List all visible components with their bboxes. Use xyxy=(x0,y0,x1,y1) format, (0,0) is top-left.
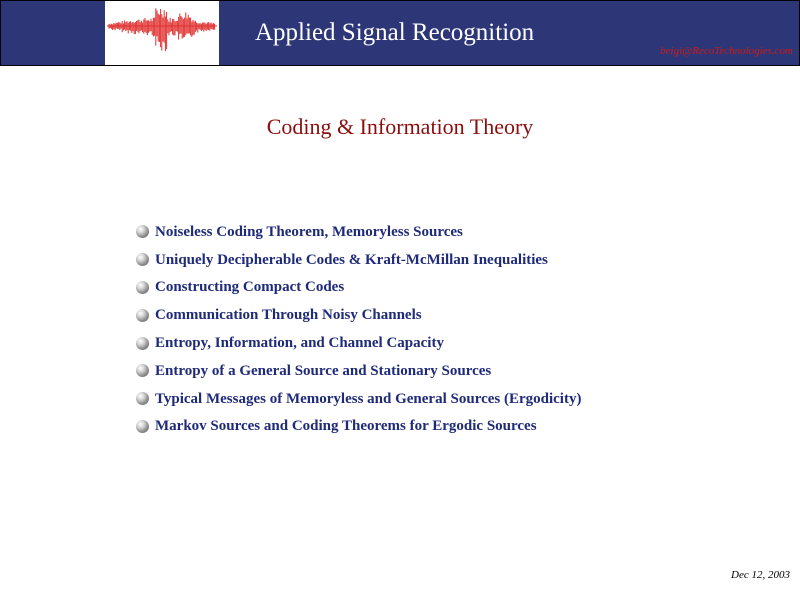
bullet-list xyxy=(136,218,581,440)
sphere-bullet-icon xyxy=(136,225,149,238)
bullet-item xyxy=(136,301,581,329)
bullet-text: Communication Through Noisy Channels xyxy=(155,307,422,324)
bullet-text: Typical Messages of Memoryless and General Sources (Ergodicity) xyxy=(155,390,582,407)
logo xyxy=(105,1,219,65)
footer-date: Dec 12, 2003 xyxy=(731,569,790,581)
header-email[interactable]: beigi@RecoTechnologies.com xyxy=(660,45,793,57)
bullet-item xyxy=(136,385,581,413)
sphere-bullet-icon xyxy=(136,420,149,433)
bullet-text: Entropy, Information, and Channel Capacity xyxy=(155,335,444,352)
waveform-logo-icon xyxy=(105,1,219,65)
bullet-text: Uniquely Decipherable Codes & Kraft-McMillan Inequalities xyxy=(155,251,548,268)
bullet-item xyxy=(136,357,581,385)
bullet-text: Entropy of a General Source and Stationary Sources xyxy=(155,362,492,379)
bullet-text: Noiseless Coding Theorem, Memoryless Sources xyxy=(155,223,463,240)
bullet-item xyxy=(136,246,581,274)
bullet-item xyxy=(136,329,581,357)
sphere-bullet-icon xyxy=(136,392,149,405)
bullet-text: Markov Sources and Coding Theorems for Ergodic Sources xyxy=(155,418,537,435)
header-bar xyxy=(0,0,800,66)
sphere-bullet-icon xyxy=(136,253,149,266)
sphere-bullet-icon xyxy=(136,337,149,350)
bullet-text: Constructing Compact Codes xyxy=(155,279,345,296)
sphere-bullet-icon xyxy=(136,309,149,322)
bullet-item xyxy=(136,413,581,441)
sphere-bullet-icon xyxy=(136,281,149,294)
slide-title: Coding & Information Theory xyxy=(266,114,534,139)
bullet-item xyxy=(136,218,581,246)
header-title: Applied Signal Recognition xyxy=(255,19,535,46)
sphere-bullet-icon xyxy=(136,364,149,377)
bullet-item xyxy=(136,274,581,302)
